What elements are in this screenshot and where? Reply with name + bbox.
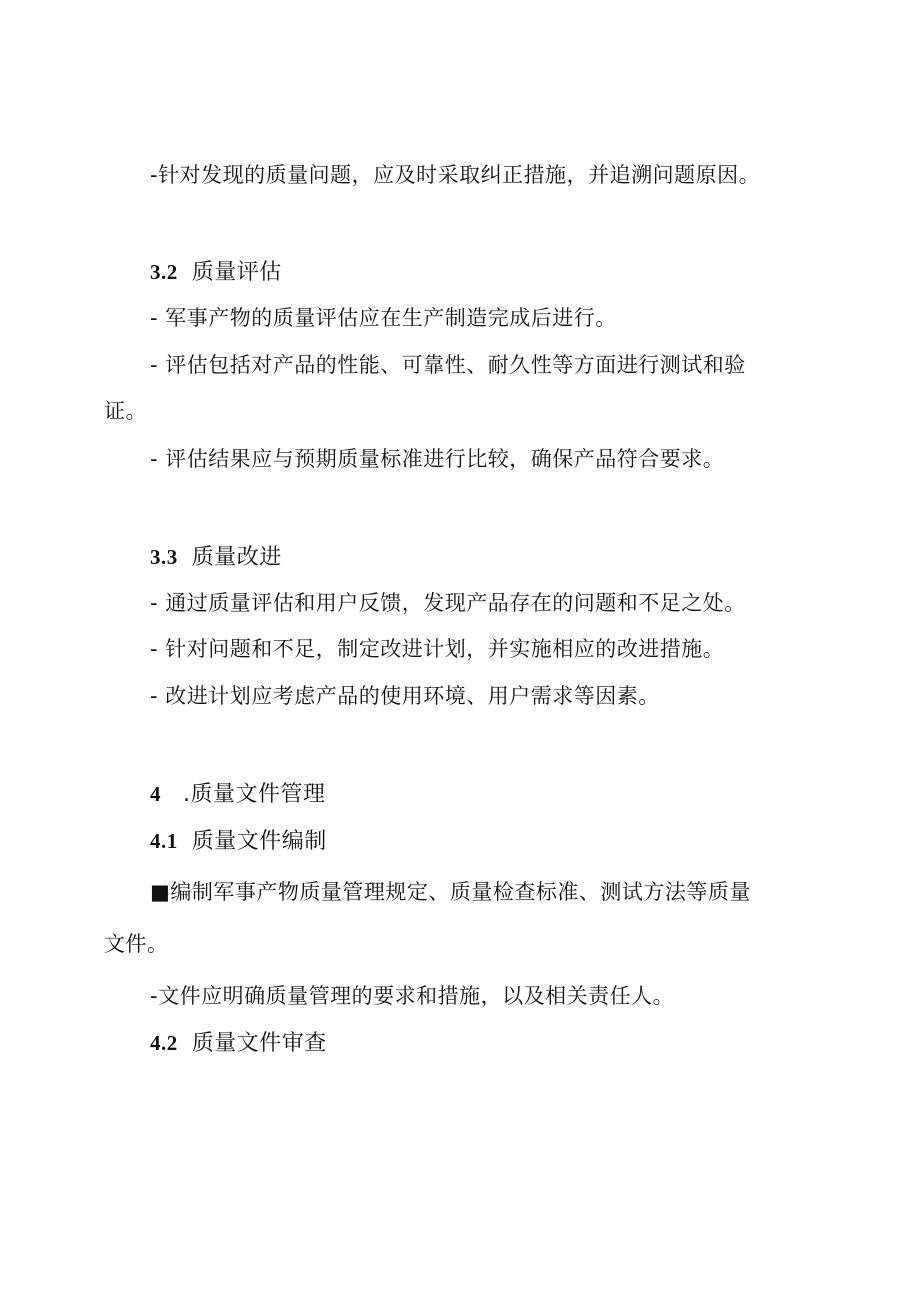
section-title: 质量文件审查 xyxy=(191,1031,327,1056)
paragraph-assessment-scope: - 评估包括对产品的性能、可靠性、耐久性等方面进行测试和验 xyxy=(150,353,746,377)
paragraph-document-compilation: ■编制军事产物质量管理规定、质量检查标准、测试方法等质量 xyxy=(150,880,751,904)
paragraph-document-compilation-continued: 文件。 xyxy=(104,932,169,956)
section-number: 4.1 xyxy=(150,829,178,853)
section-number: 3.3 xyxy=(150,545,178,569)
section-heading-4-1 xyxy=(150,826,327,857)
paragraph-corrective-actions: -针对发现的质量问题，应及时采取纠正措施，并追溯问题原因。 xyxy=(150,163,761,187)
section-number: 4.2 xyxy=(150,1031,178,1055)
paragraph-improvement-factors: - 改进计划应考虑产品的使用环境、用户需求等因素。 xyxy=(150,684,660,708)
section-number: 4 xyxy=(150,782,161,806)
section-heading-4-2 xyxy=(150,1028,327,1059)
paragraph-improvement-feedback: - 通过质量评估和用户反馈，发现产品存在的问题和不足之处。 xyxy=(150,591,746,615)
section-heading-3-3 xyxy=(150,542,282,573)
paragraph-assessment-scope-continued: 证。 xyxy=(104,399,147,423)
section-title: 质量评估 xyxy=(191,260,282,285)
section-number: 3.2 xyxy=(150,260,178,284)
section-heading-3-2 xyxy=(150,257,282,288)
section-title: .质量文件管理 xyxy=(183,782,326,807)
paragraph-improvement-plan: - 针对问题和不足，制定改进计划，并实施相应的改进措施。 xyxy=(150,637,725,661)
section-title: 质量改进 xyxy=(191,545,282,570)
paragraph-document-requirements: -文件应明确质量管理的要求和措施，以及相关责任人。 xyxy=(150,984,675,1008)
section-heading-4 xyxy=(150,779,326,810)
paragraph-assessment-comparison: - 评估结果应与预期质量标准进行比较，确保产品符合要求。 xyxy=(150,447,725,471)
section-title: 质量文件编制 xyxy=(191,829,327,854)
paragraph-assessment-timing: - 军事产物的质量评估应在生产制造完成后进行。 xyxy=(150,306,617,330)
